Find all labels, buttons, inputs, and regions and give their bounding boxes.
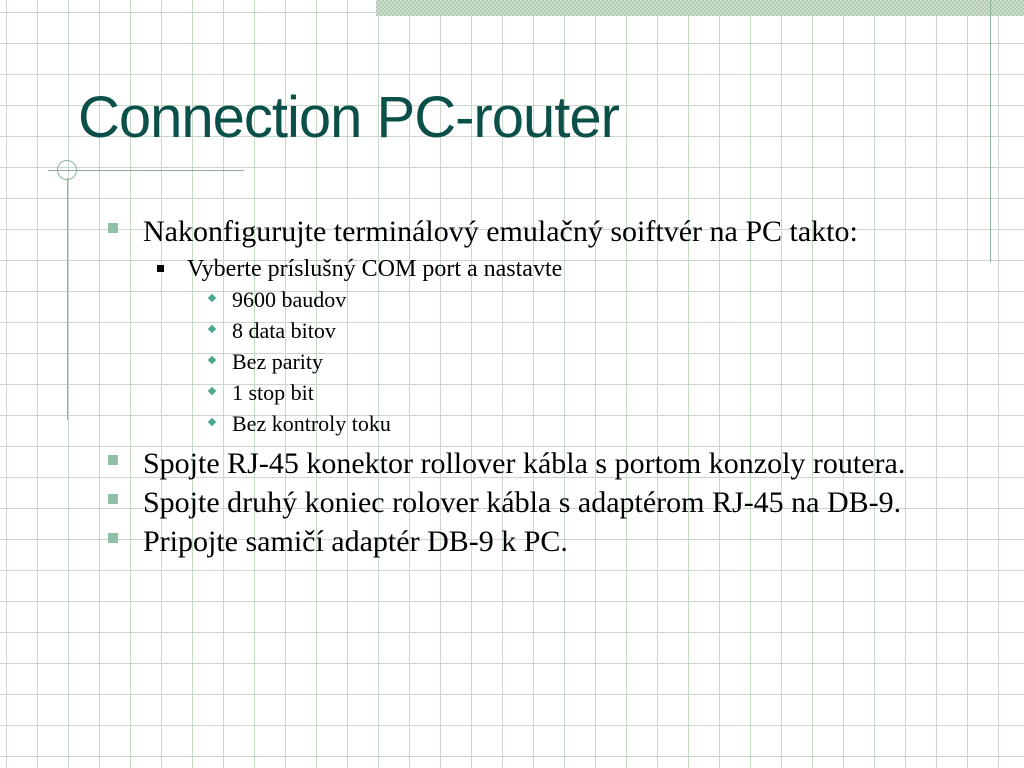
- square-bullet-icon: [108, 455, 118, 465]
- decor-title-underline: [48, 170, 244, 171]
- diamond-bullet-icon: [208, 387, 216, 395]
- setting-text: 9600 baudov: [232, 287, 347, 312]
- square-bullet-icon: [108, 533, 118, 543]
- square-bullet-icon: [108, 494, 118, 504]
- setting-text: Bez kontroly toku: [232, 411, 391, 436]
- setting-text: 8 data bitov: [232, 318, 336, 343]
- diamond-bullet-icon: [208, 418, 216, 426]
- diamond-bullet-icon: [208, 325, 216, 333]
- diamond-bullet-icon: [208, 294, 216, 302]
- bullet-item: [106, 486, 976, 519]
- sub-bullet-item: [151, 254, 976, 284]
- setting-text: Bez parity: [232, 349, 324, 374]
- slide-title: Connection PC-router: [78, 85, 619, 150]
- decor-vertical-line-left: [67, 178, 68, 420]
- bullet-item: [106, 525, 976, 558]
- decor-vertical-line-right: [990, 0, 991, 262]
- square-bullet-icon: [108, 223, 118, 233]
- bullet-text: Spojte RJ-45 konektor rollover kábla s portom konzoly routera.: [143, 447, 906, 480]
- small-square-bullet-icon: [157, 265, 164, 272]
- crosshair-circle-icon: [57, 160, 77, 180]
- setting-item: [187, 377, 976, 408]
- setting-item: [187, 284, 976, 315]
- bullet-list: [106, 215, 976, 564]
- setting-item: [187, 315, 976, 346]
- bullet-text: Nakonfigurujte terminálový emulačný soiftvér na PC takto:: [143, 215, 858, 248]
- bullet-item: [106, 447, 976, 480]
- bullet-text: Pripojte samičí adaptér DB-9 k PC.: [143, 525, 568, 558]
- bullet-text: Spojte druhý koniec rolover kábla s adaptérom RJ-45 na DB-9.: [143, 486, 902, 519]
- top-pattern-band: [376, 0, 1024, 16]
- setting-item: [187, 408, 976, 439]
- sub-bullet-text: Vyberte príslušný COM port a nastavte: [187, 256, 563, 282]
- bullet-item: [106, 215, 976, 248]
- setting-text: 1 stop bit: [232, 380, 314, 405]
- setting-item: [187, 346, 976, 377]
- diamond-bullet-icon: [208, 356, 216, 364]
